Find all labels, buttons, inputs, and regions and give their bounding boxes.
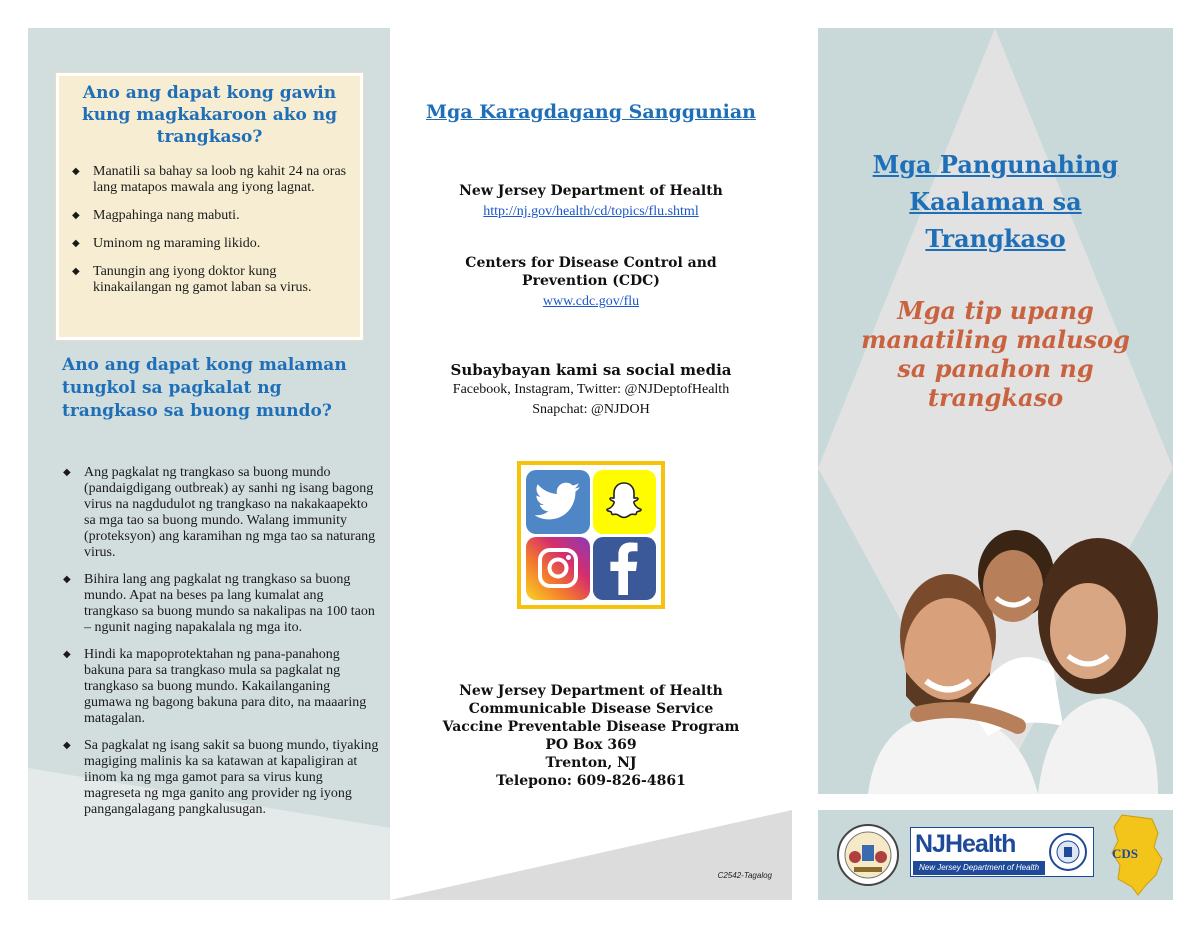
list-item: ◆ Bihira lang ang pagkalat ng trangkaso sa buong mundo. Apat na beses pa lang kumalat ang trangkaso sa buong mundo sa nakalipas na 100 taon – ngunit naging napakalala ng mga ito. xyxy=(63,572,375,635)
address-line: Vaccine Preventable Disease Program xyxy=(442,719,740,735)
instagram-icon[interactable] xyxy=(526,537,590,601)
left-panel xyxy=(28,28,390,900)
address-line: New Jersey Department of Health xyxy=(459,683,723,699)
social-icons-box xyxy=(517,461,665,609)
diamond-bullet-icon: ◆ xyxy=(72,238,80,249)
njdoh-link[interactable]: http://nj.gov/health/cd/topics/flu.shtml xyxy=(483,204,699,219)
pandemic-heading: Ano ang dapat kong malaman tungkol sa pagkalat ng trangkaso sa buong mundo? xyxy=(62,355,347,421)
nj-state-seal-icon xyxy=(836,823,900,887)
cds-label: CDS xyxy=(1112,846,1139,861)
phone-line: Telepono: 609-826-4861 xyxy=(496,773,686,789)
list-item: ◆ Uminom ng maraming likido. xyxy=(72,236,261,251)
twitter-bird-icon xyxy=(535,482,581,522)
list-item: ◆ Tanungin ang iyong doktor kung kinakailangan ng gamot laban sa virus. xyxy=(72,264,312,295)
title-line: Kaalaman sa xyxy=(909,187,1082,216)
brochure-subtitle: Mga tip upang manatiling malusog sa panahon ng trangkaso xyxy=(861,296,1130,412)
njdoh-resource xyxy=(390,182,792,221)
diamond-bullet-icon: ◆ xyxy=(72,210,80,221)
form-code: C2542-Tagalog xyxy=(717,871,772,880)
social-media-heading: Subaybayan kami sa social media xyxy=(450,361,732,379)
snapchat-ghost-icon xyxy=(604,481,644,523)
diamond-bullet-icon: ◆ xyxy=(63,649,71,660)
diamond-bullet-icon: ◆ xyxy=(63,467,71,478)
right-panel xyxy=(818,28,1173,794)
diamond-bullet-icon: ◆ xyxy=(63,740,71,751)
resources-title: Mga Karagdagang Sanggunian xyxy=(426,101,756,123)
cdc-resource xyxy=(390,254,792,311)
list-item: ◆ Ang pagkalat ng trangkaso sa buong mundo (pandaigdigang outbreak) ay sanhi ng isang bagong virus na nagdudulot ng trangkaso na nakakaapekto sa mga tao sa buong mundo. Walang immunity (proteksyon) ang karamihan ng mga tao sa naturang virus. xyxy=(63,465,376,560)
contact-address xyxy=(390,682,792,790)
title-line: Trangkaso xyxy=(925,224,1066,253)
address-line: PO Box 369 xyxy=(545,737,637,753)
address-line: Communicable Disease Service xyxy=(468,701,714,717)
middle-panel xyxy=(390,28,792,900)
flu-care-box xyxy=(56,73,363,340)
facebook-icon[interactable] xyxy=(593,537,657,601)
twitter-icon[interactable] xyxy=(526,470,590,534)
snapchat-icon[interactable] xyxy=(593,470,657,534)
nj-health-logo xyxy=(910,827,1094,877)
list-item: ◆ Sa pagkalat ng isang sakit sa buong mundo, tiyaking magiging malinis ka sa katawan at kapaligiran at iinom ka ng mga gamot para sa virus kung magreseta ng mga ganito ang provider ng iyong pangangalagang pangkalusugan. xyxy=(63,738,379,817)
njdoh-name: New Jersey Department of Health xyxy=(459,183,723,199)
list-item: ◆ Hindi ka mapoprotektahan ng pana-panahong bakuna para sa trangkaso mula sa pagkalat ng trangkaso sa buong mundo. Kakailanganing gumawa ng bagong bakuna para dito, na maaaring matagalan. xyxy=(63,647,367,726)
social-media-block xyxy=(390,360,792,420)
list-item: ◆ Manatili sa bahay sa loob ng kahit 24 na oras lang matapos mawala ang iyong lagnat. xyxy=(72,164,347,195)
nj-health-subtitle: New Jersey Department of Health xyxy=(913,861,1045,875)
cdc-link[interactable]: www.cdc.gov/flu xyxy=(542,294,640,309)
social-handles: Facebook, Instagram, Twitter: @NJDeptofHealth xyxy=(452,382,730,397)
diamond-bullet-icon: ◆ xyxy=(72,266,80,277)
snapchat-handle: Snapchat: @NJDOH xyxy=(532,402,650,417)
title-line: Mga Pangunahing xyxy=(872,150,1119,179)
flu-care-list xyxy=(71,164,348,296)
facebook-f-icon xyxy=(609,541,639,595)
cdc-name: Centers for Disease Control and Prevention (CDC) xyxy=(465,255,717,289)
family-photo xyxy=(848,466,1158,794)
logo-strip xyxy=(818,810,1173,900)
brochure-title xyxy=(818,146,1173,257)
flu-care-heading: Ano ang dapat kong gawin kung magkakaroon ako ng trangkaso? xyxy=(82,83,337,147)
address-line: Trenton, NJ xyxy=(545,755,637,771)
instagram-camera-icon xyxy=(536,546,580,590)
nj-health-seal-icon xyxy=(1048,832,1088,872)
pandemic-list xyxy=(62,465,380,829)
nj-health-wordmark: NJHealth xyxy=(915,830,1016,858)
list-item: ◆ Magpahinga nang mabuti. xyxy=(72,208,240,223)
diamond-bullet-icon: ◆ xyxy=(72,166,80,177)
diamond-bullet-icon: ◆ xyxy=(63,574,71,585)
